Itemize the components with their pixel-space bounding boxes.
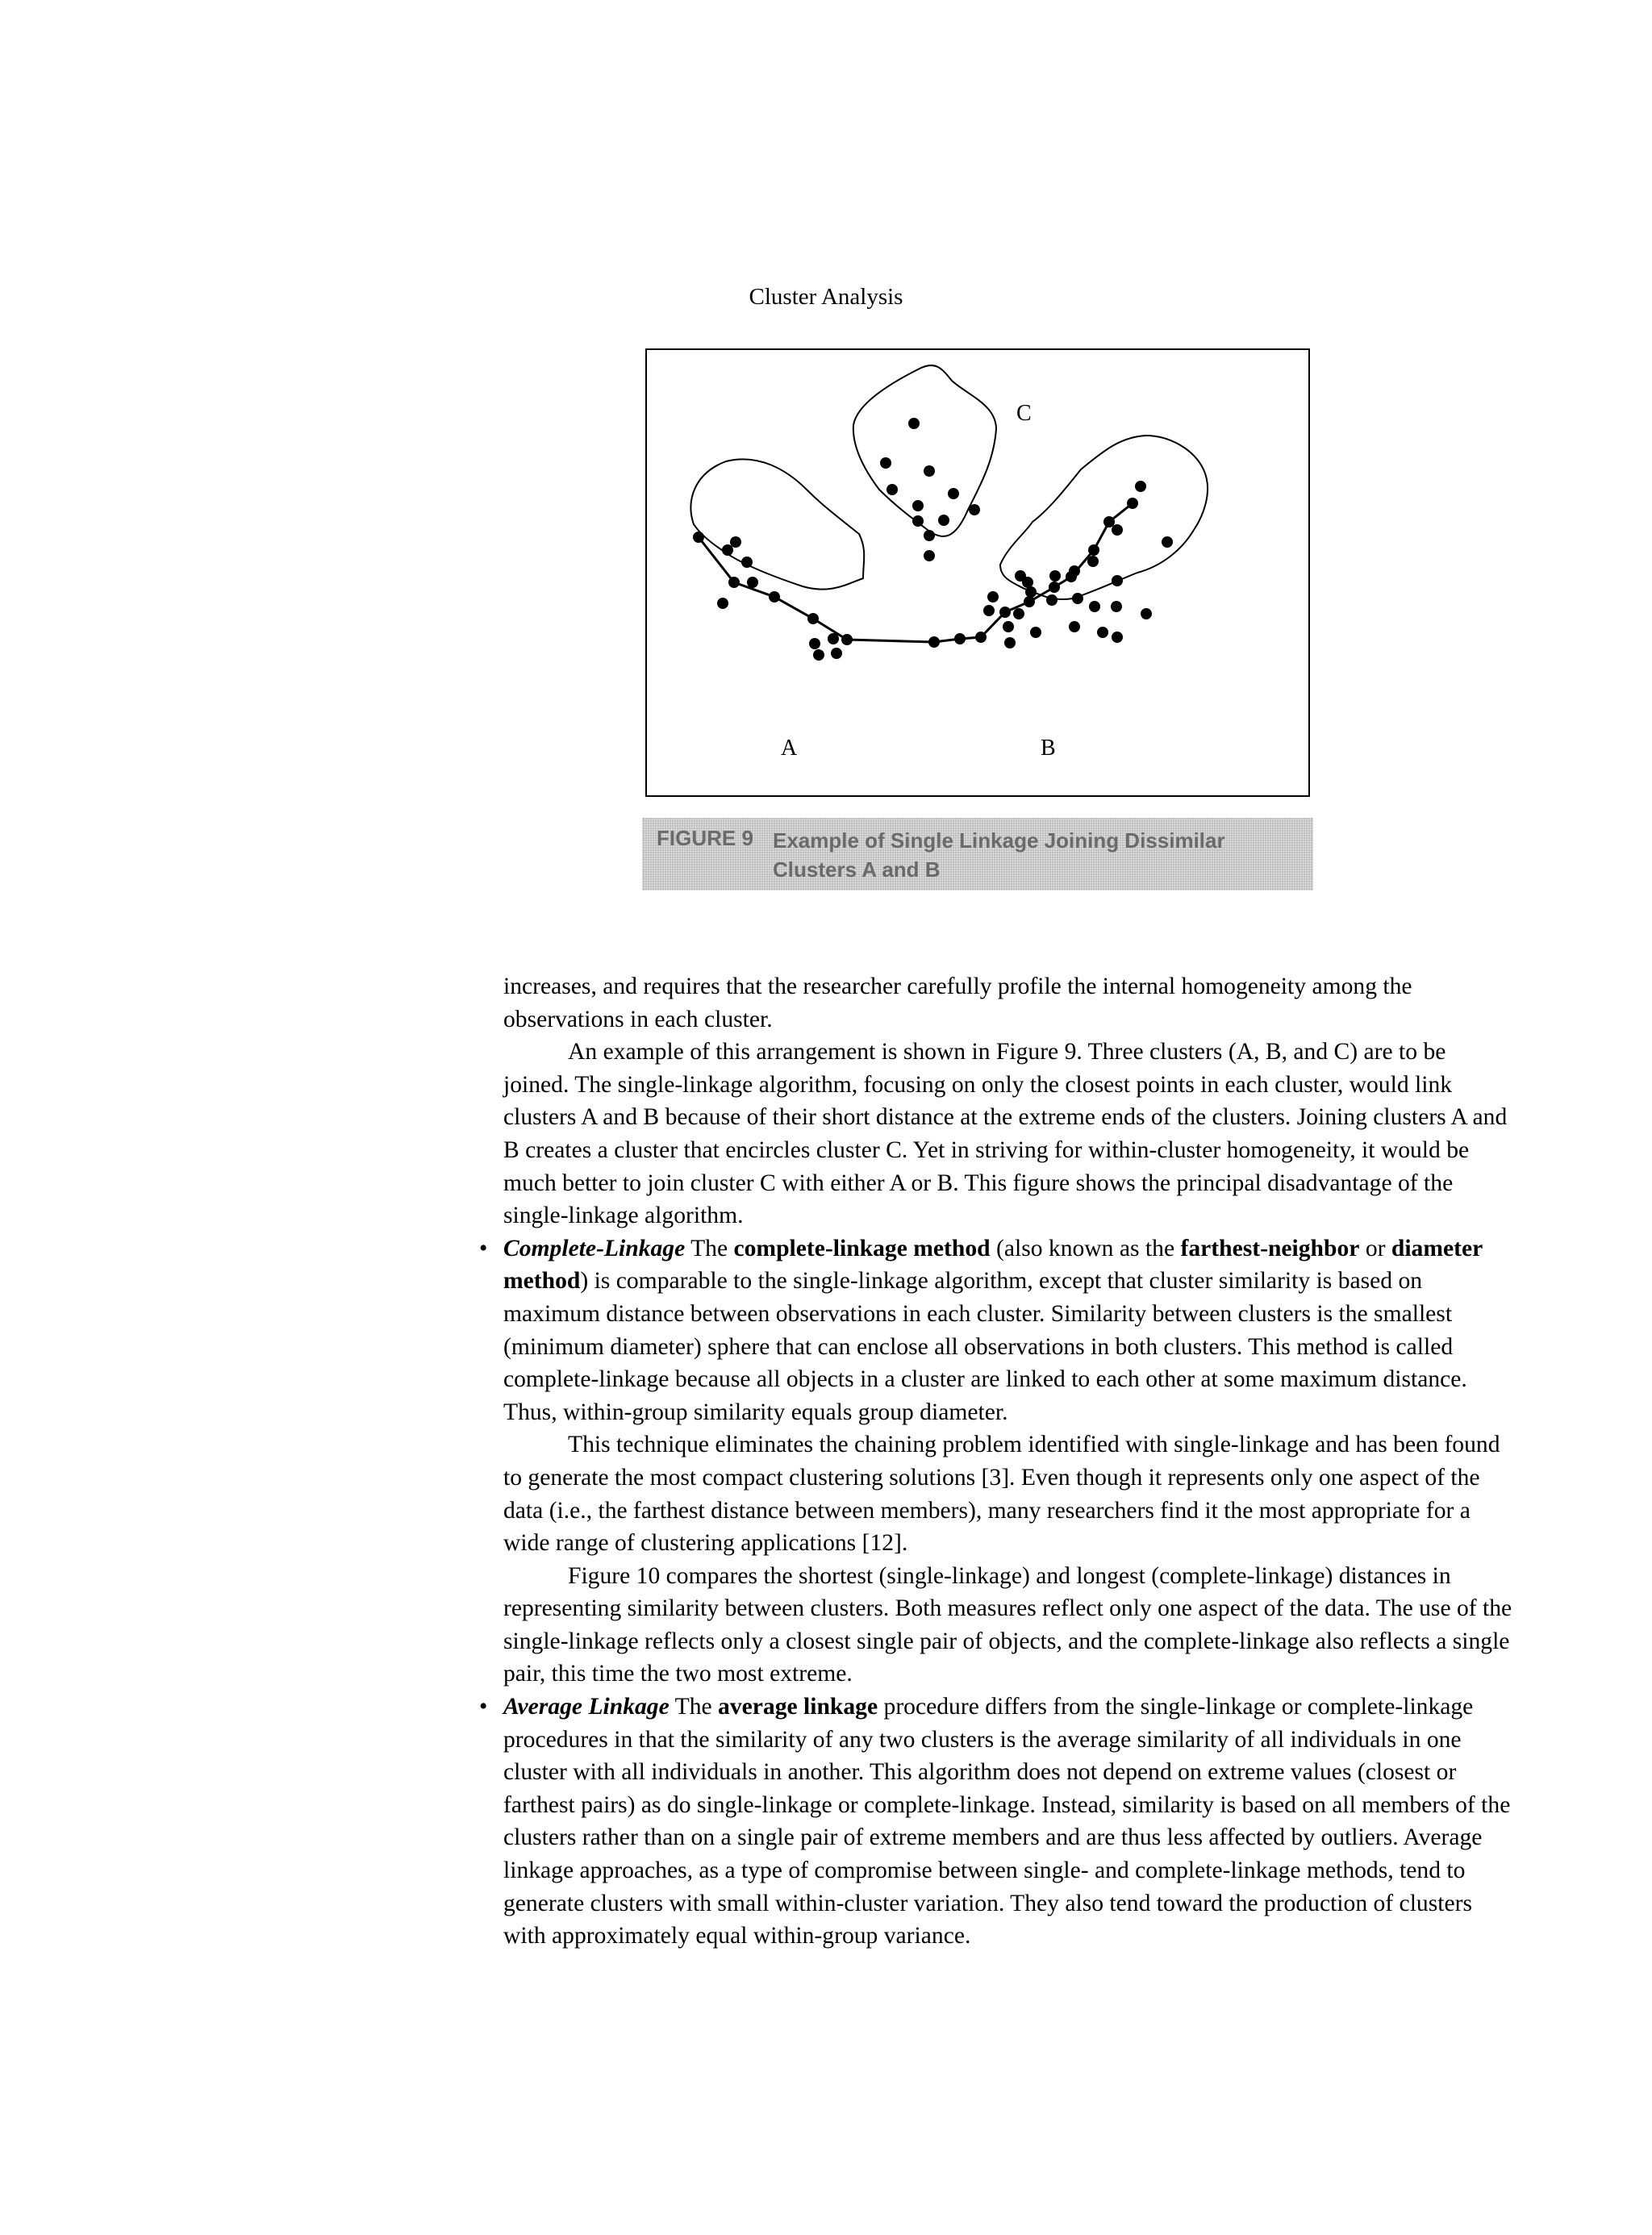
point	[1049, 582, 1060, 593]
point	[954, 633, 966, 644]
point	[717, 598, 728, 609]
running-head: Cluster Analysis	[749, 284, 903, 310]
point	[807, 613, 819, 624]
point	[1049, 570, 1061, 582]
term-complete-linkage-method: complete-linkage method	[733, 1235, 991, 1261]
point	[975, 632, 987, 643]
point	[938, 515, 949, 526]
text-run: The	[685, 1235, 734, 1261]
point	[924, 530, 935, 541]
point	[1024, 596, 1035, 607]
label-cluster-b: B	[1041, 736, 1056, 761]
point	[987, 591, 999, 603]
bullet-heading: Complete-Linkage	[503, 1235, 686, 1261]
point	[924, 465, 935, 477]
point	[730, 536, 741, 548]
point	[1004, 637, 1016, 648]
point	[828, 633, 839, 644]
point	[1141, 608, 1152, 619]
point	[1112, 575, 1123, 586]
point	[1135, 481, 1146, 492]
bullet-average-linkage	[479, 1691, 1516, 1953]
figure-caption	[642, 818, 1313, 890]
point	[1103, 516, 1115, 527]
point	[1046, 594, 1058, 606]
point	[1003, 621, 1014, 632]
paragraph-figure-10: Figure 10 compares the shortest (single-linkage) and longest (complete-linkage) distances in representing similarity between clusters. Both measures reflect only one aspect of the data. The use of the single-linkage reflects only a closest single pair of objects, and the complete-linkage also reflects a single pair, this time the two most extreme.	[503, 1562, 1512, 1687]
term-farthest-neighbor: farthest-neighbor	[1180, 1235, 1360, 1261]
point	[1162, 536, 1173, 548]
point	[741, 557, 753, 568]
body-text	[479, 970, 1516, 1953]
bullet-dot: •	[479, 1694, 488, 1720]
point	[1087, 556, 1099, 567]
bullet-complete-linkage	[479, 1232, 1516, 1429]
point	[1112, 632, 1123, 643]
text-run: procedure differs from the single-linkage or complete-linkage procedures in that the similarity of any two clusters is the average similarity of all individuals in one cluster with all individuals in another. This algorithm does not depend on extreme values (closest or farthest pairs) as do single-linkage or complete-linkage. Instead, similarity is based on all members of the clusters rather than on a single pair of extreme members and are thus less affected by outliers. Average linkage approaches, as a type of compromise between single- and complete-linkage methods, tend to generate clusters with small within-cluster variation. They also tend toward the production of clusters with approximately equal within-group variance.	[503, 1694, 1511, 1949]
point	[1069, 621, 1080, 632]
point	[1127, 498, 1138, 509]
point	[999, 607, 1011, 618]
point	[813, 649, 824, 661]
point	[1097, 627, 1108, 638]
point	[722, 544, 733, 556]
text-run: The	[669, 1694, 719, 1720]
point	[747, 577, 758, 588]
point	[912, 500, 924, 511]
label-cluster-c: C	[1016, 401, 1032, 426]
point	[1025, 586, 1037, 598]
point	[841, 634, 853, 645]
point	[831, 648, 842, 659]
point	[1069, 565, 1080, 577]
bullet-heading: Average Linkage	[503, 1694, 670, 1720]
point	[1022, 577, 1033, 588]
caption-title: Example of Single Linkage Joining Dissimilar Clusters A and B	[773, 828, 1225, 882]
point	[1030, 627, 1041, 638]
bullet-dot: •	[479, 1235, 488, 1261]
point	[928, 636, 940, 648]
paragraph-figure-9-example: An example of this arrangement is shown in Figure 9. Three clusters (A, B, and C) are to be joined. The single-linkage algorithm, focusing on only the closest points in each cluster, would link clusters A and B because of their short distance at the extreme ends of the clusters. Joining clusters A and B creates a cluster that encircles cluster C. Yet in striving for within-cluster homogeneity, it would be much better to join cluster C with either A or B. This figure shows the principal disadvantage of the single-linkage algorithm.	[503, 1039, 1508, 1229]
point	[1088, 544, 1099, 556]
paragraph-chaining-problem: This technique eliminates the chaining problem identified with single-linkage and has been found to generate the most compact clustering solutions [3]. Even though it represents only one aspect of the data (i.e., the farthest distance between members), many researchers find it the most appropriate for a wide range of clustering applications [12].	[503, 1432, 1500, 1557]
point	[769, 591, 780, 603]
point	[1013, 608, 1024, 619]
point	[809, 638, 820, 649]
cluster-diagram	[645, 348, 1310, 797]
point	[983, 605, 995, 616]
point	[912, 515, 924, 527]
point	[880, 457, 891, 469]
point	[1111, 601, 1122, 612]
term-average-linkage: average linkage	[718, 1694, 878, 1720]
point	[948, 488, 959, 499]
point	[908, 418, 920, 429]
figure-9	[645, 348, 1310, 797]
paragraph-continuation: increases, and requires that the researcher carefully profile the internal homogeneity among the observations in each cluster.	[503, 974, 1412, 1032]
figure-frame	[646, 349, 1309, 796]
term-diameter-method: diameter method	[503, 1235, 1483, 1295]
label-cluster-a: A	[781, 736, 798, 761]
caption-number: FIGURE 9	[657, 826, 753, 850]
text-run: ) is comparable to the single-linkage algorithm, except that cluster similarity is based on maximum distance between observations in each cluster. Similarity between clusters is the smallest (minimum diameter) sphere that can enclose all observations in both clusters. This method is called complete-linkage because all objects in a cluster are linked to each other at some maximum distance. Thus, within-group similarity equals group diameter.	[503, 1268, 1467, 1425]
point	[693, 532, 704, 543]
text-run: (also known as the	[990, 1235, 1181, 1261]
point	[969, 504, 980, 515]
text-run: or	[1359, 1235, 1391, 1261]
point	[924, 550, 935, 561]
point	[1089, 601, 1100, 612]
point	[1072, 593, 1083, 604]
point	[728, 577, 740, 588]
point	[1112, 524, 1123, 536]
point	[886, 484, 898, 495]
